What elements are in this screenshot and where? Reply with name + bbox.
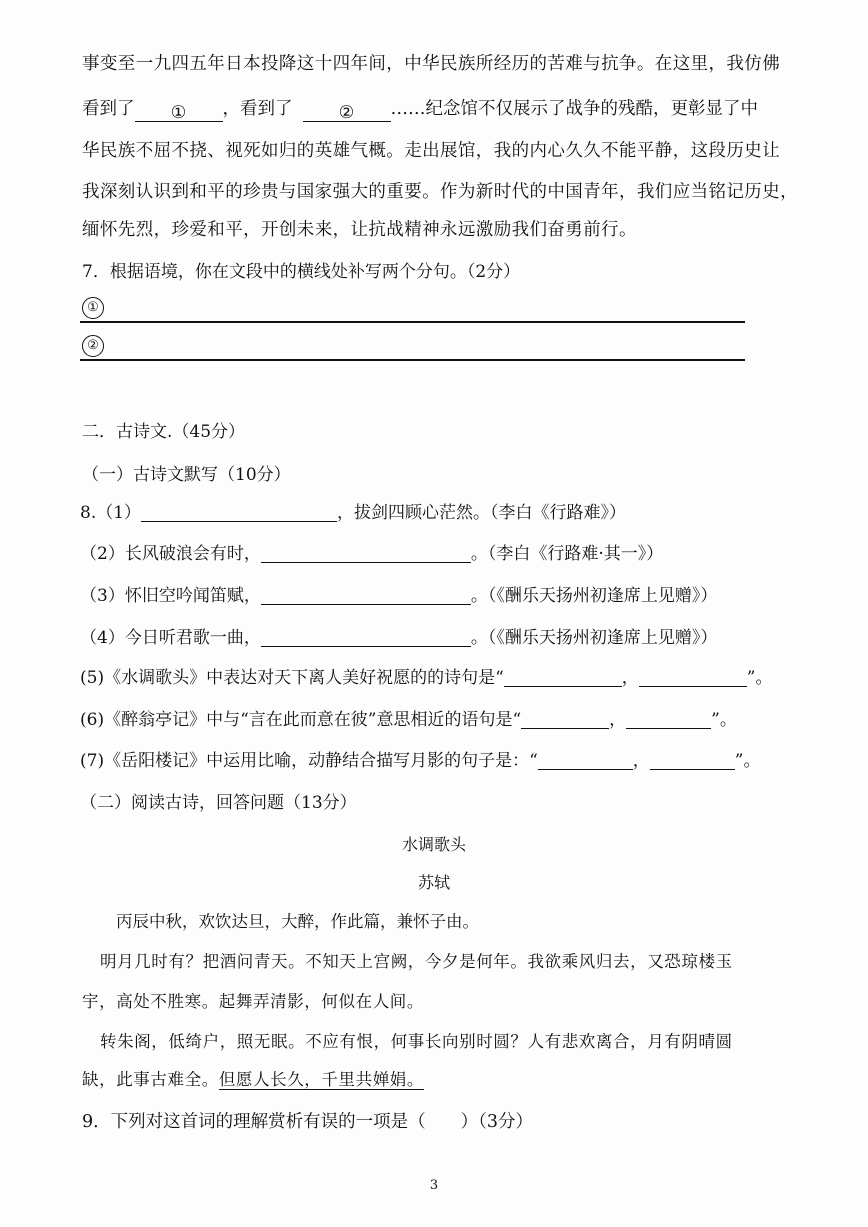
passage-line-3: 华民族不屈不挠、视死如归的英雄气概。走出展馆，我的内心久久不能平静，这段历史让 bbox=[82, 141, 781, 161]
section-heading: 二．古诗文.（45分） bbox=[82, 422, 246, 442]
question-text: (5)《水调歌头》中表达对天下离人美好祝愿的的诗句是“ bbox=[80, 668, 504, 688]
question-text: ”。 bbox=[734, 751, 761, 771]
question-8-4 bbox=[80, 623, 717, 648]
blank-1[interactable] bbox=[135, 103, 223, 122]
question-8-1 bbox=[80, 498, 626, 523]
passage-text: ……纪念馆不仅展示了战争的残酷，更彰显了中 bbox=[390, 99, 758, 119]
question-text: 。（李白《行路难·其一》） bbox=[470, 544, 664, 564]
passage-text: ，看到了 bbox=[222, 99, 293, 119]
poem-stanza-2-line-1: 转朱阁，低绮户，照无眠。不应有恨，何事长向别时圆？人有悲欢离合，月有阴晴圆 bbox=[100, 1032, 733, 1051]
question-8-6 bbox=[80, 705, 737, 730]
question-text: （3）怀旧空吟闻笛赋， bbox=[80, 586, 261, 606]
circled-number: ② bbox=[338, 103, 355, 123]
question-7: 7．根据语境，你在文段中的横线处补写两个分句。（2分） bbox=[82, 262, 521, 282]
answer-blank[interactable] bbox=[141, 503, 337, 522]
passage-text: 看到了 bbox=[82, 99, 135, 119]
poem-stanza-1-line-2: 宇，高处不胜寒。起舞弄清影，何似在人间。 bbox=[82, 992, 424, 1011]
poem-stanza-2-line-2 bbox=[82, 1066, 424, 1090]
circled-number: ② bbox=[82, 335, 104, 357]
circled-number: ① bbox=[170, 103, 187, 123]
passage-line-2 bbox=[82, 95, 758, 122]
question-9: 9．下列对这首词的理解赏析有误的一项是（ ）（3分） bbox=[82, 1112, 534, 1132]
question-text: ， bbox=[621, 668, 639, 688]
question-text: ， bbox=[632, 751, 650, 771]
circled-number: ① bbox=[82, 297, 104, 319]
poem-stanza-1-line-1: 明月几时有？把酒问青天。不知天上宫阙，今夕是何年。我欲乘风归去，又恐琼楼玉 bbox=[100, 952, 733, 971]
answer-blank[interactable] bbox=[538, 751, 633, 770]
answer-blank[interactable] bbox=[261, 628, 471, 647]
answer-line-2[interactable] bbox=[80, 337, 745, 361]
answer-blank[interactable] bbox=[626, 710, 711, 729]
answer-line-1[interactable] bbox=[80, 299, 745, 323]
question-8-3 bbox=[80, 581, 717, 606]
blank-2[interactable] bbox=[303, 103, 391, 122]
poem-preface: 丙辰中秋，欢饮达旦，大醉，作此篇，兼怀子由。 bbox=[116, 912, 479, 931]
subsection-heading: （一）古诗文默写（10分） bbox=[82, 465, 291, 485]
underlined-sentence: 但愿人长久，千里共婵娟。 bbox=[218, 1070, 425, 1089]
question-text: (7)《岳阳楼记》中运用比喻，动静结合描写月影的句子是：“ bbox=[80, 751, 538, 771]
question-8-2 bbox=[80, 539, 663, 564]
question-text: ”。 bbox=[746, 668, 773, 688]
question-text: 。（《酬乐天扬州初逢席上见赠》） bbox=[470, 586, 718, 606]
question-text: ， bbox=[609, 710, 627, 730]
question-text: ，拔剑四顾心茫然。（李白《行路难》） bbox=[337, 503, 627, 523]
answer-blank[interactable] bbox=[261, 544, 471, 563]
question-8-5 bbox=[80, 663, 772, 688]
question-8-7 bbox=[80, 746, 760, 771]
question-text: 。（《酬乐天扬州初逢席上见赠》） bbox=[470, 628, 718, 648]
poem-author: 苏轼 bbox=[417, 873, 450, 892]
answer-blank[interactable] bbox=[650, 751, 735, 770]
question-text: （4）今日听君歌一曲， bbox=[80, 628, 261, 648]
passage-line-4: 我深刻认识到和平的珍贵与国家强大的重要。作为新时代的中国青年，我们应当铭记历史， bbox=[82, 182, 798, 202]
answer-blank[interactable] bbox=[504, 668, 622, 687]
answer-blank[interactable] bbox=[521, 710, 609, 729]
passage-line-1: 事变至一九四五年日本投降这十四年间，中华民族所经历的苦难与抗争。在这里，我仿佛 bbox=[82, 54, 781, 74]
question-text: (6)《醉翁亭记》中与“言在此而意在彼”意思相近的语句是“ bbox=[80, 710, 522, 730]
answer-blank[interactable] bbox=[639, 668, 747, 687]
page-number: 3 bbox=[429, 1178, 439, 1193]
poem-text: 缺，此事古难全。 bbox=[82, 1070, 219, 1089]
question-text: （2）长风破浪会有时， bbox=[80, 544, 261, 564]
question-text: ”。 bbox=[711, 710, 737, 730]
passage-line-5: 缅怀先烈，珍爱和平，开创未来，让抗战精神永远激励我们奋勇前行。 bbox=[82, 220, 637, 240]
subsection-heading: （二）阅读古诗，回答问题（13分） bbox=[80, 793, 357, 813]
question-text: 8.（1） bbox=[80, 503, 142, 523]
answer-blank[interactable] bbox=[261, 586, 471, 605]
poem-title: 水调歌头 bbox=[401, 835, 466, 854]
